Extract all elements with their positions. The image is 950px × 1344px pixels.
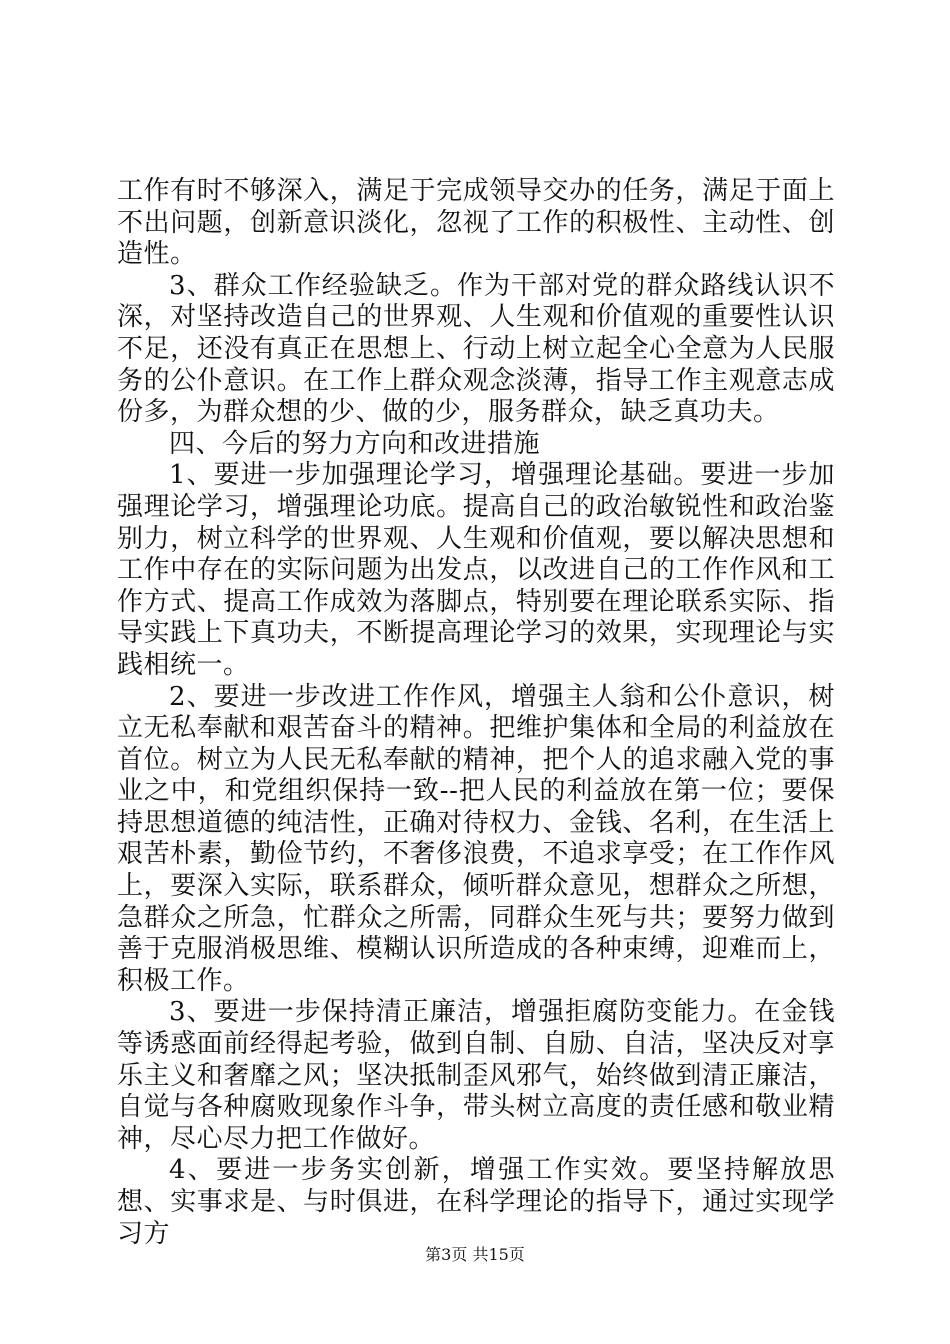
paragraph-4: 1、要进一步加强理论学习，增强理论基础。要进一步加强理论学习，增强理论功底。提高自己的政治敏锐性和政治鉴别力，树立科学的世界观、人生观和价值观，要以解决思想和工作中存在的实际问题为出发点，以改进自己的工作作风和工作方式、提高工作成效为落脚点，特别要在理论联系实际、指导实践上下真功夫，不断提高理论学习的效果，实现理论与实践相统一。 bbox=[117, 460, 835, 680]
paragraph-1: 工作有时不够深入，满足于完成领导交办的任务，满足于面上不出问题，创新意识淡化，忽视了工作的积极性、主动性、创造性。 bbox=[117, 176, 835, 270]
section-heading: 四、今后的努力方向和改进措施 bbox=[169, 428, 541, 459]
paragraph-7: 4、要进一步务实创新，增强工作实效。要坚持解放思想、实事求是、与时俱进，在科学理论的指导下，通过实现学习方 bbox=[117, 1155, 835, 1249]
paragraph-2: 3、群众工作经验缺乏。作为干部对党的群众路线认识不深，对坚持改造自己的世界观、人生观和价值观的重要性认识不足，还没有真正在思想上、行动上树立起全心全意为人民服务的公仆意识。在工作上群众观念淡薄，指导工作主观意志成份多，为群众想的少、做的少，服务群众，缺乏真功夫。 bbox=[117, 270, 835, 428]
paragraph-5: 2、要进一步改进工作作风，增强主人翁和公仆意识，树立无私奉献和艰苦奋斗的精神。把维护集体和全局的利益放在首位。树立为人民无私奉献的精神，把个人的追求融入党的事业之中，和党组织保持一致--把人民的利益放在第一位；要保持思想道德的纯洁性，正确对待权力、金钱、名利，在生活上艰苦朴素，勤俭节约，不奢侈浪费，不追求享受；在工作作风上，要深入实际，联系群众，倾听群众意见，想群众之所想，急群众之所急，忙群众之所需，同群众生死与共；要努力做到善于克服消极思维、模糊认识所造成的各种束缚，迎难而上，积极工作。 bbox=[117, 681, 835, 996]
document-body bbox=[117, 176, 835, 1250]
paragraph-6: 3、要进一步保持清正廉洁，增强拒腐防变能力。在金钱等诱惑面前经得起考验，做到自制、自励、自洁，坚决反对享乐主义和奢靡之风；坚决抵制歪风邪气，始终做到清正廉洁，自觉与各种腐败现象作斗争，带头树立高度的责任感和敬业精神，尽心尽力把工作做好。 bbox=[117, 997, 835, 1154]
page-number-footer: 第3页 共15页 bbox=[425, 1245, 525, 1264]
